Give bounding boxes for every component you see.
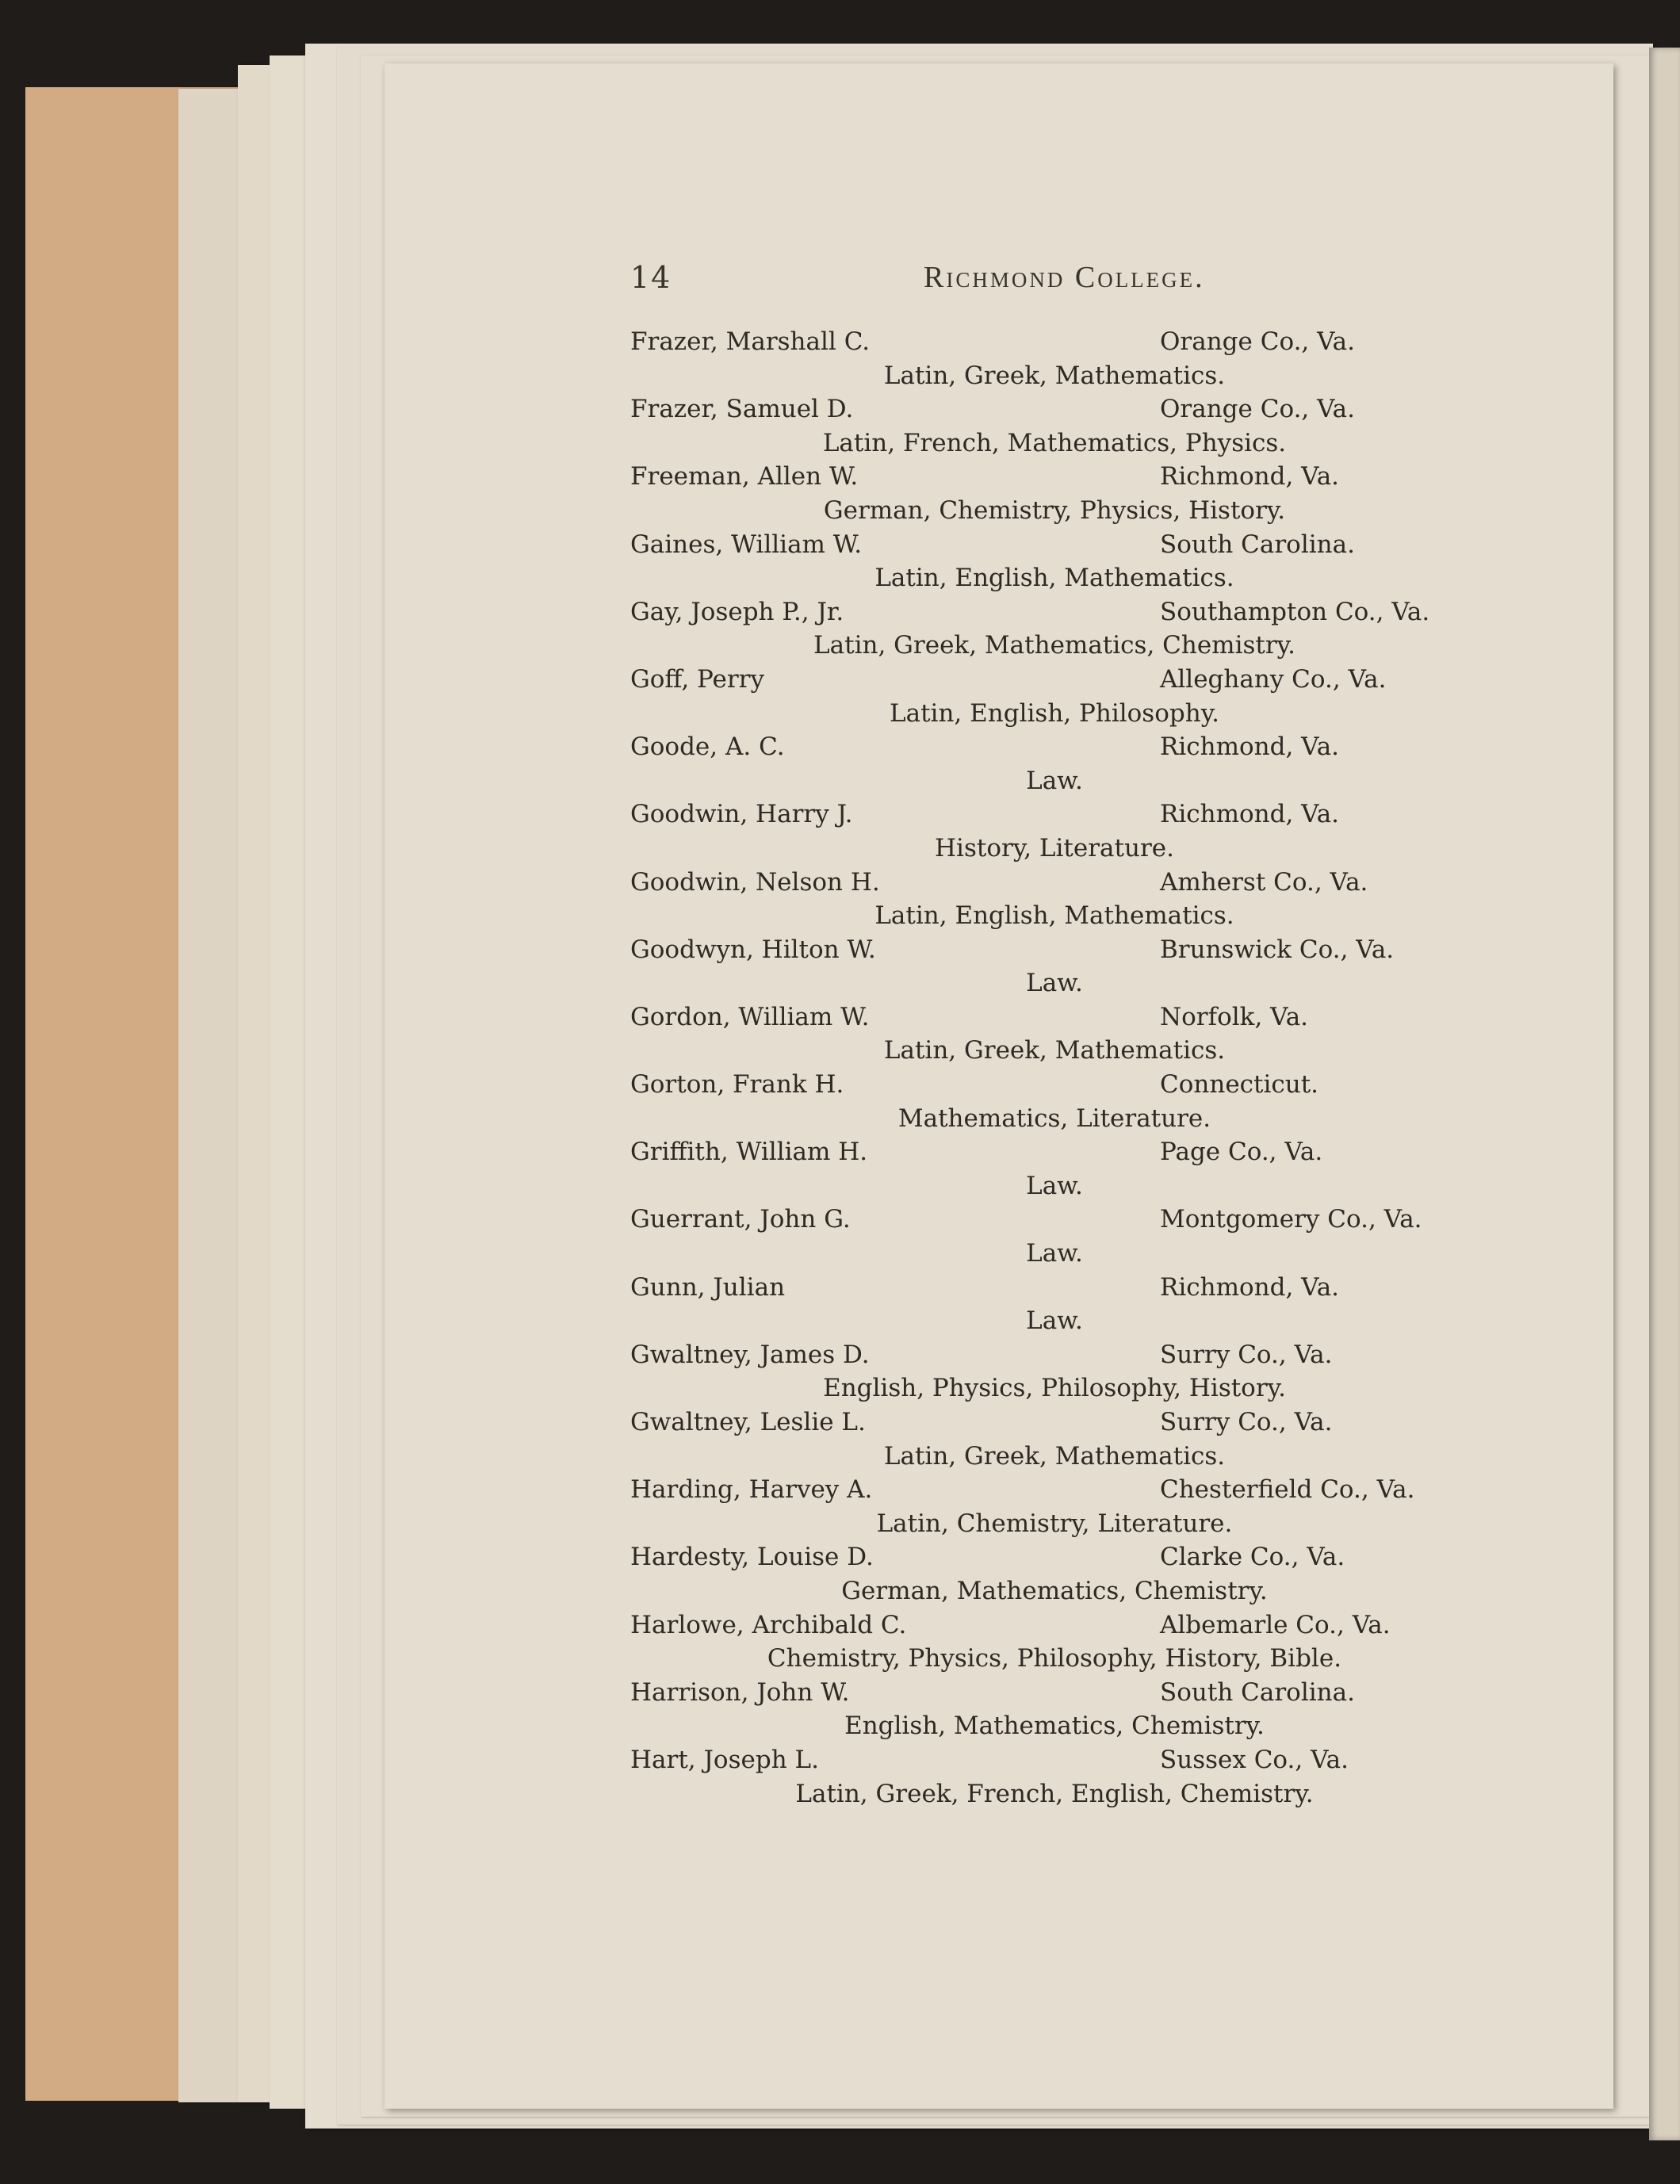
student-row — [630, 1338, 1487, 1372]
student-courses: History, Literature. — [935, 833, 1174, 863]
student-row — [630, 730, 1487, 764]
student-courses: Latin, English, Mathematics. — [874, 564, 1234, 593]
student-home: Clarke Co., Va. — [1160, 1543, 1345, 1572]
student-entry — [630, 1271, 1487, 1338]
student-courses: Latin, Chemistry, Literature. — [876, 1509, 1233, 1538]
student-row — [630, 1135, 1487, 1169]
student-home: South Carolina. — [1160, 530, 1355, 559]
student-name: Goodwin, Harry J. — [630, 800, 853, 829]
student-entry — [630, 1135, 1487, 1203]
student-courses: Latin, English, Philosophy. — [890, 698, 1219, 728]
student-home: Sussex Co., Va. — [1160, 1745, 1349, 1774]
student-home: Richmond, Va. — [1160, 1272, 1340, 1302]
student-name: Griffith, William H. — [630, 1138, 868, 1167]
student-entry — [630, 460, 1487, 527]
student-home: Norfolk, Va. — [1160, 1002, 1309, 1031]
student-row — [630, 1068, 1487, 1102]
student-entry — [630, 1203, 1487, 1270]
student-row — [630, 392, 1487, 426]
student-courses: Law. — [1026, 1239, 1083, 1268]
student-courses: Mathematics, Literature. — [897, 1103, 1211, 1133]
student-row — [630, 1540, 1487, 1574]
student-row — [630, 1000, 1487, 1035]
student-name: Harrison, John W. — [630, 1677, 850, 1707]
student-name: Goode, A. C. — [630, 732, 785, 762]
student-row — [630, 460, 1487, 494]
student-name: Gay, Joseph P., Jr. — [630, 597, 844, 626]
student-row — [630, 595, 1487, 629]
page-number: 14 — [630, 260, 672, 295]
student-row — [630, 1743, 1487, 1777]
student-courses: Latin, Greek, French, English, Chemistry. — [795, 1779, 1314, 1808]
student-courses: English, Physics, Philosophy, History. — [823, 1374, 1286, 1403]
student-entry — [630, 663, 1487, 730]
student-name: Freeman, Allen W. — [630, 462, 859, 491]
student-row — [630, 866, 1487, 900]
student-courses: Latin, Greek, Mathematics. — [883, 361, 1226, 390]
student-entry — [630, 933, 1487, 1000]
student-row — [630, 933, 1487, 967]
student-entry — [630, 325, 1487, 392]
student-courses: Latin, Greek, Mathematics. — [883, 1036, 1226, 1065]
student-name: Harlowe, Archibald C. — [630, 1610, 907, 1639]
student-row — [630, 1406, 1487, 1440]
student-name: Hart, Joseph L. — [630, 1745, 819, 1774]
student-name: Gorton, Frank H. — [630, 1070, 844, 1100]
student-entry — [630, 730, 1487, 797]
student-courses: Law. — [1026, 1171, 1083, 1200]
student-home: Montgomery Co., Va. — [1160, 1205, 1422, 1234]
student-row — [630, 325, 1487, 359]
student-home: Amherst Co., Va. — [1160, 867, 1368, 897]
student-courses: German, Mathematics, Chemistry. — [841, 1576, 1268, 1605]
student-name: Gwaltney, Leslie L. — [630, 1408, 866, 1436]
student-entry — [630, 392, 1487, 460]
student-entry — [630, 1676, 1487, 1743]
student-entry — [630, 1473, 1487, 1540]
student-home: Orange Co., Va. — [1160, 327, 1356, 356]
student-entry — [630, 1338, 1487, 1406]
student-name: Goff, Perry — [630, 664, 765, 694]
student-entry — [630, 595, 1487, 663]
student-row — [630, 1271, 1487, 1305]
student-row — [630, 797, 1487, 832]
student-row — [630, 1608, 1487, 1643]
student-name: Gwaltney, James D. — [630, 1340, 870, 1369]
student-courses: Latin, English, Mathematics. — [874, 901, 1234, 931]
student-name: Frazer, Marshall C. — [630, 327, 871, 356]
student-courses: Latin, Greek, Mathematics, Chemistry. — [813, 631, 1295, 660]
student-courses: German, Chemistry, Physics, History. — [823, 495, 1286, 525]
student-home: Page Co., Va. — [1160, 1138, 1323, 1167]
student-name: Gaines, William W. — [630, 530, 863, 559]
student-home: Surry Co., Va. — [1160, 1340, 1333, 1369]
student-row — [630, 1203, 1487, 1237]
student-home: Chesterfield Co., Va. — [1160, 1475, 1415, 1505]
student-entry — [630, 866, 1487, 933]
student-courses: Law. — [1026, 969, 1083, 998]
student-courses: Law. — [1026, 766, 1083, 795]
student-home: Alleghany Co., Va. — [1160, 664, 1387, 694]
student-entry — [630, 797, 1487, 865]
student-entry — [630, 1406, 1487, 1473]
student-entry — [630, 528, 1487, 595]
student-name: Goodwin, Nelson H. — [630, 867, 880, 897]
student-row — [630, 528, 1487, 562]
facing-page-edge — [1649, 48, 1680, 2140]
page-header — [630, 260, 1471, 300]
student-name: Hardesty, Louise D. — [630, 1543, 874, 1572]
student-entry — [630, 1540, 1487, 1608]
student-name: Gunn, Julian — [630, 1272, 786, 1302]
student-name: Frazer, Samuel D. — [630, 395, 854, 424]
student-home: Orange Co., Va. — [1160, 395, 1356, 424]
student-name: Gordon, William W. — [630, 1002, 870, 1031]
running-head: Richmond College. — [924, 261, 1205, 294]
student-row — [630, 1676, 1487, 1710]
student-name: Goodwyn, Hilton W. — [630, 935, 876, 964]
student-home: Surry Co., Va. — [1160, 1408, 1333, 1436]
student-home: Brunswick Co., Va. — [1160, 935, 1395, 964]
student-entry — [630, 1068, 1487, 1135]
student-entry — [630, 1000, 1487, 1068]
student-home: Richmond, Va. — [1160, 800, 1340, 829]
student-roster — [630, 325, 1487, 1811]
student-row — [630, 663, 1487, 697]
student-name: Harding, Harvey A. — [630, 1475, 873, 1505]
student-courses: Latin, French, Mathematics, Physics. — [822, 428, 1287, 457]
student-entry — [630, 1608, 1487, 1676]
student-courses: English, Mathematics, Chemistry. — [844, 1712, 1265, 1741]
student-entry — [630, 1743, 1487, 1811]
student-courses: Law. — [1026, 1306, 1083, 1336]
student-courses: Chemistry, Physics, Philosophy, History, Bible. — [767, 1644, 1342, 1673]
student-home: Southampton Co., Va. — [1160, 597, 1430, 626]
student-row — [630, 1473, 1487, 1507]
student-courses: Latin, Greek, Mathematics. — [883, 1441, 1226, 1471]
student-home: Albemarle Co., Va. — [1160, 1610, 1391, 1639]
student-home: Richmond, Va. — [1160, 732, 1340, 762]
student-name: Guerrant, John G. — [630, 1205, 851, 1234]
student-home: South Carolina. — [1160, 1677, 1355, 1707]
student-home: Richmond, Va. — [1160, 462, 1340, 491]
student-home: Connecticut. — [1160, 1070, 1319, 1100]
